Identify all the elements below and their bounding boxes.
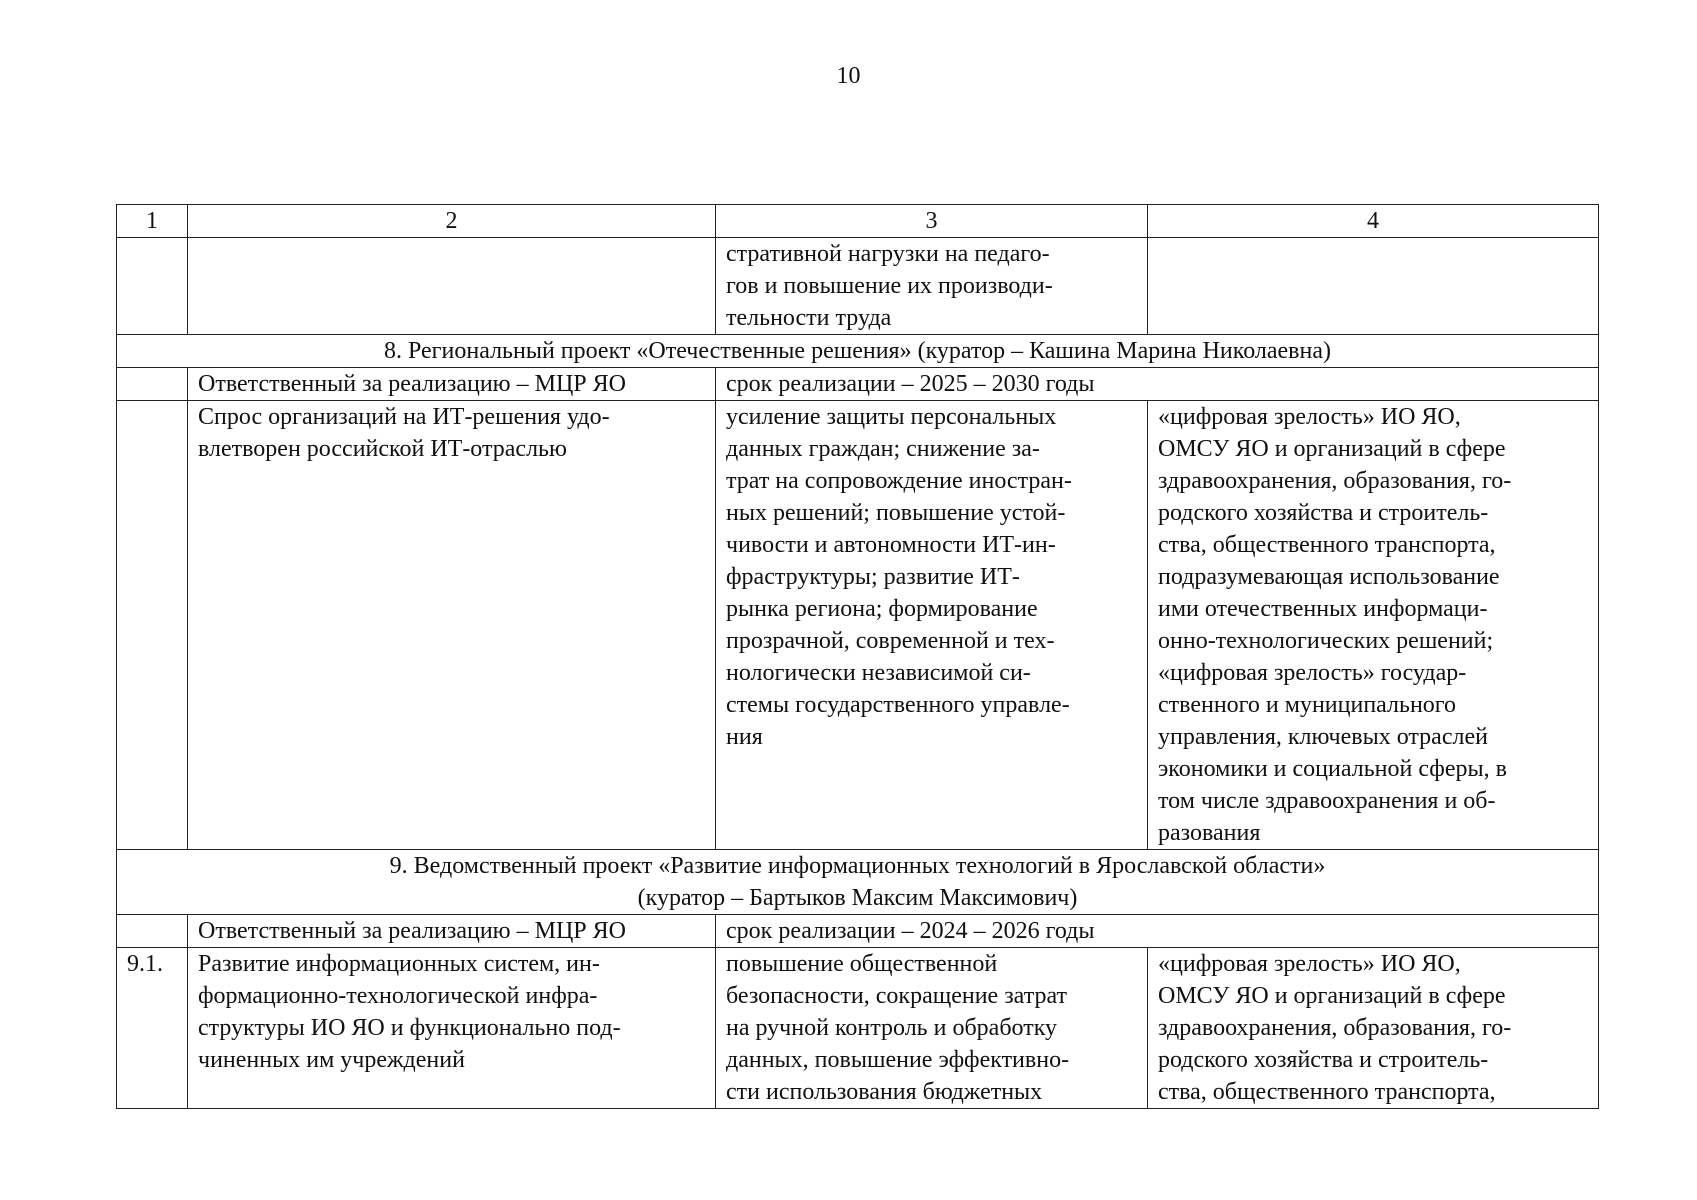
relation-cell	[1148, 238, 1599, 335]
row-number-cell	[117, 368, 188, 401]
header-cell-4: 4	[1148, 205, 1599, 238]
projects-table	[116, 204, 1599, 1109]
relation-cell: «цифровая зрелость» ИО ЯО, ОМСУ ЯО и организаций в сфере здравоохранения, образования, го- родского хозяйства и строитель- ства, общественного транспорта, подразумевающая использование ими отечественных информаци- онно-технологических решений; «цифровая зрелость» государ- ственного и муниципального управления, ключевых отраслей экономики и социальной сферы, в том числе здравоохранения и об- разования	[1148, 401, 1599, 850]
effect-cell: повышение общественной безопасности, сокращение затрат на ручной контроль и обработку данных, повышение эффективно- сти использования бюджетных	[716, 948, 1148, 1109]
row-number-cell	[117, 401, 188, 850]
section-title-row	[117, 850, 1599, 915]
section-8-term: срок реализации – 2025 – 2030 годы	[716, 368, 1599, 401]
table-header-row	[117, 205, 1599, 238]
table-row	[117, 948, 1599, 1109]
row-number-cell	[117, 238, 188, 335]
section-8-responsible: Ответственный за реализацию – МЦР ЯО	[188, 368, 716, 401]
row-number-cell	[117, 915, 188, 948]
effect-cell: усиление защиты персональных данных граждан; снижение за- трат на сопровождение иностран- ных решений; повышение устой- чивости и автономности ИТ-ин- фраструктуры; развитие ИТ- рынка региона; формирование прозрачной, современной и тех- нологически независимой си- стемы государственного управле- ния	[716, 401, 1148, 850]
header-cell-2: 2	[188, 205, 716, 238]
section-9-term: срок реализации – 2024 – 2026 годы	[716, 915, 1599, 948]
section-title-row	[117, 335, 1599, 368]
table-row	[117, 401, 1599, 850]
relation-cell: «цифровая зрелость» ИО ЯО, ОМСУ ЯО и организаций в сфере здравоохранения, образования, го- родского хозяйства и строитель- ства, общественного транспорта,	[1148, 948, 1599, 1109]
effect-cell: стративной нагрузки на педаго- гов и повышение их производи- тельности труда	[716, 238, 1148, 335]
responsible-row	[117, 368, 1599, 401]
section-9-responsible: Ответственный за реализацию – МЦР ЯО	[188, 915, 716, 948]
table-row	[117, 238, 1599, 335]
page-number: 10	[836, 63, 861, 89]
header-cell-1: 1	[117, 205, 188, 238]
responsible-row	[117, 915, 1599, 948]
header-cell-3: 3	[716, 205, 1148, 238]
task-cell: Спрос организаций на ИТ-решения удо- влетворен российской ИТ-отраслью	[188, 401, 716, 850]
section-8-title: 8. Региональный проект «Отечественные решения» (куратор – Кашина Марина Николаевна)	[117, 335, 1599, 368]
row-number-cell: 9.1.	[117, 948, 188, 1109]
task-cell	[188, 238, 716, 335]
task-cell: Развитие информационных систем, ин- формационно-технологической инфра- структуры ИО ЯО и функционально под- чиненных им учреждений	[188, 948, 716, 1109]
section-9-title: 9. Ведомственный проект «Развитие информационных технологий в Ярославской области» (куратор – Бартыков Максим Максимович)	[117, 850, 1599, 915]
